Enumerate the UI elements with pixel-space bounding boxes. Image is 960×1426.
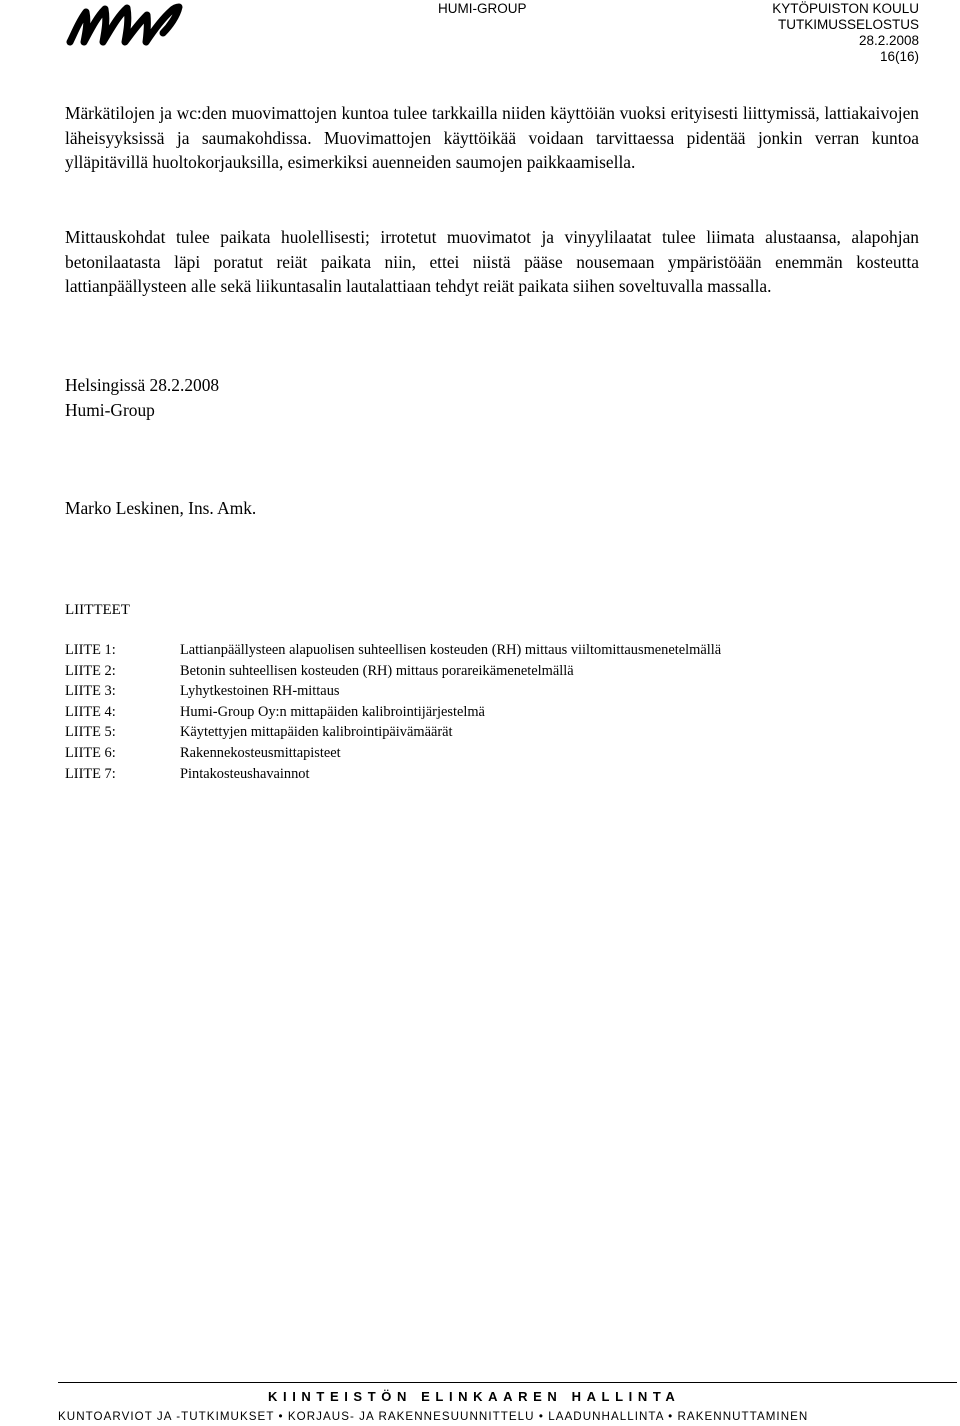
footer-tagline: KIINTEISTÖN ELINKAAREN HALLINTA <box>268 1389 681 1404</box>
footer-divider <box>58 1382 957 1383</box>
attachment-key: LIITE 1: <box>65 642 116 658</box>
attachment-title: Humi-Group Oy:n mittapäiden kalibrointijärjestelmä <box>180 703 485 720</box>
body-paragraph-1: Märkätilojen ja wc:den muovimattojen kuntoa tulee tarkkailla niiden käyttöiän vuoksi erityisesti liittymissä, lattiakaivojen läheisyyksissä ja saumakohdissa. Muovimattojen käyttöikää voidaan tarvittaessa pidentää jonkin verran kuntoa ylläpitävillä huoltokorjauksilla, esimerkiksi auenneiden saumojen paikkaamisella. <box>65 103 919 172</box>
attachment-title: Betonin suhteellisen kosteuden (RH) mittaus porareikämenetelmällä <box>180 662 574 679</box>
attachment-title: Lattianpäällysteen alapuolisen suhteellisen kosteuden (RH) mittaus viiltomittausmenetelmällä <box>180 642 722 658</box>
attachment-row <box>65 722 925 743</box>
header-project: KYTÖPUISTON KOULU <box>772 1 919 16</box>
attachments-title: LIITTEET <box>65 602 130 618</box>
attachments-list <box>65 640 925 784</box>
attachment-key: LIITE 5: <box>65 724 116 741</box>
attachment-key: LIITE 7: <box>65 765 116 782</box>
signature-group: Humi-Group <box>65 400 155 420</box>
attachment-title: Lyhytkestoinen RH-mittaus <box>180 683 340 700</box>
attachment-key: LIITE 3: <box>65 683 116 700</box>
attachment-key: LIITE 2: <box>65 662 116 679</box>
footer-services: KUNTOARVIOT JA -TUTKIMUKSET • KORJAUS- JA RAKENNESUUNNITTELU • LAADUNHALLINTA • RAKENNUTTAMINEN <box>58 1410 809 1423</box>
attachment-title: Käytettyjen mittapäiden kalibrointipäivämäärät <box>180 724 453 741</box>
header-meta <box>772 1 919 65</box>
signature-place-date: Helsingissä 28.2.2008 <box>65 375 220 395</box>
attachment-row <box>65 661 925 682</box>
attachment-row <box>65 681 925 702</box>
attachment-row <box>65 640 925 661</box>
body-paragraph-2: Mittauskohdat tulee paikata huolellisesti; irrotetut muovimatot ja vinyylilaatat tulee liimata alustaansa, alapohjan betonilaatasta läpi poratut reiät paikata niin, ettei niistä pääse nousemaan ympäristöään enemmän kosteutta lattianpäällysteen alle sekä liikuntasalin lautalattiaan tehdyt reiät paikata siihen soveltuvalla massalla. <box>65 227 919 296</box>
attachment-row <box>65 743 925 764</box>
attachment-row <box>65 702 925 723</box>
humi-group-logo <box>66 2 184 48</box>
header-company: HUMI-GROUP <box>438 1 527 16</box>
attachment-title: Pintakosteushavainnot <box>180 765 310 782</box>
signature-signer: Marko Leskinen, Ins. Amk. <box>65 498 257 518</box>
attachment-row <box>65 764 925 785</box>
attachment-key: LIITE 4: <box>65 703 116 720</box>
header-page-number: 16(16) <box>879 49 919 64</box>
attachment-key: LIITE 6: <box>65 744 116 761</box>
attachment-title: Rakennekosteusmittapisteet <box>180 744 341 761</box>
header-report: TUTKIMUSSELOSTUS <box>777 17 919 32</box>
header-date: 28.2.2008 <box>858 33 919 48</box>
